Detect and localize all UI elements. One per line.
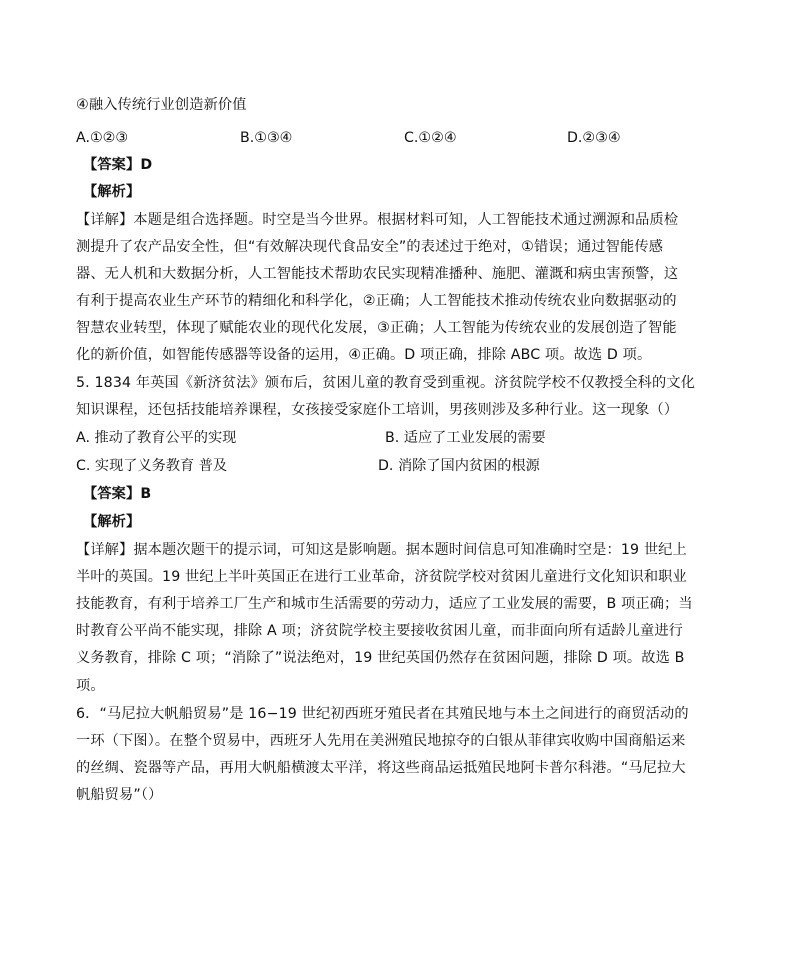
q4-option-4-text: ④融入传统行业创造新价值 [76, 97, 247, 113]
q6-stem-line: 的丝绸、瓷器等产品，再用大帆船横渡太平洋，将这些商品运抵殖民地阿卡普尔科港。“马尼拉大 [76, 760, 686, 776]
q5-choice-a: A. 推动了教育公平的实现 [76, 430, 237, 446]
q4-detail-line: 智慧农业转型，体现了赋能农业的现代化发展，③正确；人工智能为传统农业的发展创造了智能 [76, 320, 677, 336]
q5-detail-line: 义务教育，排除 C 项；“消除了”说法绝对，19 世纪英国仍然存在贫困问题，排除 D 项。故选 B [76, 650, 685, 666]
q5-detail-line: 【详解】据本题次题干的提示词，可知这是影响题。据本题时间信息可知准确时空是：19 世纪上 [76, 542, 687, 558]
q5-detail-line: 半叶的英国。19 世纪上半叶英国正在进行工业革命，济贫院学校对贫困儿童进行文化知识和职业 [76, 569, 687, 585]
q6-stem-line: 一环（下图）。在整个贸易中，西班牙人先用在美洲殖民地掠夺的白银从菲律宾收购中国商船运来 [76, 733, 686, 749]
q4-detail-line: 测提升了农产品安全性，但“有效解决现代食品安全”的表述过于绝对，①错误；通过智能传感 [76, 239, 664, 255]
q5-choice-b: B. 适应了工业发展的需要 [385, 430, 546, 446]
q4-detail-line: 【详解】本题是组合选择题。时空是当今世界。根据材料可知，人工智能技术通过溯源和品质检 [76, 212, 679, 228]
q4-answer: 【答案】D [83, 157, 153, 173]
q4-detail-line: 器、无人机和大数据分析，人工智能技术帮助农民实现精准播种、施肥、灌溉和病虫害预警，这 [76, 266, 679, 282]
q4-detail-line: 有利于提高农业生产环节的精细化和科学化，②正确；人工智能技术推动传统农业向数据驱动的 [76, 293, 677, 309]
q5-detail-line: 时教育公平尚不能实现，排除 A 项；济贫院学校主要接收贫困儿童，而非面向所有适龄儿童进行 [76, 623, 684, 639]
q6-stem-line: 6．“马尼拉大帆船贸易”是 16−19 世纪初西班牙殖民者在其殖民地与本土之间进行的商贸活动的 [76, 706, 689, 722]
q4-analysis-label: 【解析】 [83, 184, 141, 200]
q5-answer: 【答案】B [83, 486, 152, 502]
q5-analysis-label: 【解析】 [83, 514, 141, 530]
q4-choice-d: D.②③④ [567, 130, 621, 146]
q5-choice-d: D. 消除了国内贫困的根源 [378, 458, 540, 474]
q4-choice-b: B.①③④ [240, 130, 293, 146]
q5-stem-line: 5. 1834 年英国《新济贫法》颁布后，贫困儿童的教育受到重视。济贫院学校不仅教授全科的文化 [76, 375, 696, 391]
q5-detail-line: 项。 [76, 678, 105, 694]
q4-choice-a: A.①②③ [76, 130, 129, 146]
q5-choice-c: C. 实现了义务教育 普及 [76, 458, 228, 474]
q4-detail-line: 化的新价值，如智能传感器等设备的运用，④正确。D 项正确，排除 ABC 项。故选 D 项。 [76, 347, 652, 363]
q5-detail-line: 技能教育，有利于培养工厂生产和城市生活需要的劳动力，适应了工业发展的需要，B 项正确；当 [76, 596, 693, 612]
q6-stem-line: 帆船贸易”（） [76, 787, 163, 803]
q4-choice-c: C.①②④ [404, 130, 457, 146]
q5-stem-line: 知识课程，还包括技能培养课程，女孩接受家庭仆工培训，男孩则涉及多种行业。这一现象（） [76, 402, 679, 418]
